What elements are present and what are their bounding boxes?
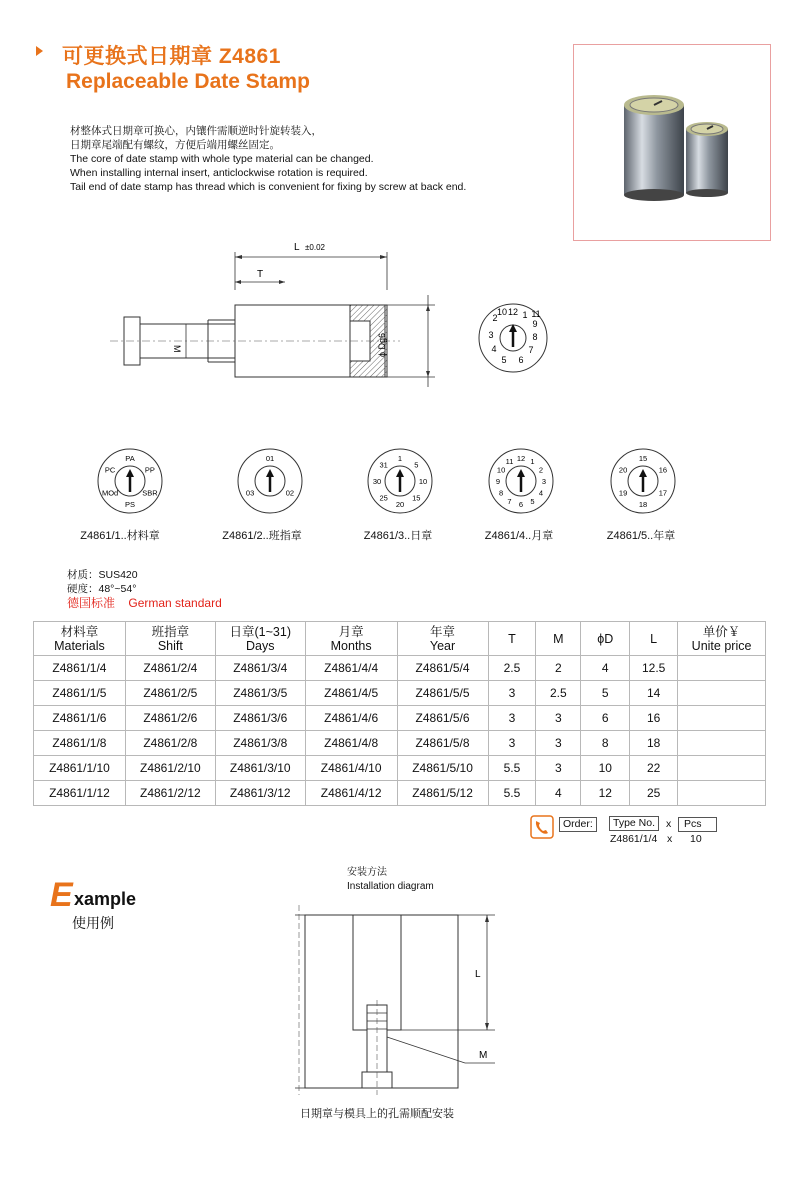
table-cell: Z4861/4/10: [305, 756, 397, 781]
table-row: [34, 656, 766, 681]
table-cell: 6: [581, 706, 630, 731]
stamp-label: 01: [265, 454, 275, 463]
installation-title: [347, 866, 434, 894]
order-type-label: Type No.: [609, 816, 659, 831]
stamp-label: 7: [507, 496, 512, 506]
table-cell: 18: [630, 731, 678, 756]
stamp-label: 12: [516, 454, 526, 463]
dial-number: 8: [532, 332, 538, 342]
table-cell: [678, 656, 766, 681]
installation-diagram: [295, 905, 510, 1105]
stamp-label: 03: [245, 488, 255, 498]
dial-number: 3: [488, 330, 494, 340]
dim-D-label: ϕ Dg6: [377, 332, 387, 357]
table-cell: 4: [581, 656, 630, 681]
stamp-label: 25: [379, 493, 388, 503]
table-cell: 10: [581, 756, 630, 781]
stamp-caption-shift: Z4861/2..班指章: [222, 530, 302, 542]
stamp-label: 19: [618, 488, 628, 498]
stamp-label: 31: [379, 460, 388, 470]
table-cell: 3: [488, 706, 536, 731]
standard-text: [67, 596, 222, 610]
table-cell: 22: [630, 756, 678, 781]
order-example-x: x: [667, 833, 673, 845]
phone-order-icon: [530, 815, 554, 839]
stamp-caption-months: Z4861/4..月章: [484, 530, 554, 542]
table-cell: Z4861/1/5: [34, 681, 126, 706]
table-cell: [678, 731, 766, 756]
description-line: 日期章尾端配有螺纹，方便后端用螺丝固定。: [70, 139, 280, 151]
table-cell: Z4861/1/10: [34, 756, 126, 781]
example-title: xample: [74, 889, 137, 909]
table-cell: 16: [630, 706, 678, 731]
table-cell: Z4861/2/5: [125, 681, 215, 706]
dim-T-label: T: [257, 269, 264, 280]
table-cell: 12: [581, 781, 630, 806]
col-header-D: ϕD: [581, 622, 630, 656]
stamp-label: 15: [412, 493, 421, 503]
technical-drawing: [110, 235, 570, 395]
col-header-days: 日章(1~31) Days: [215, 622, 305, 656]
dial-number: 6: [518, 355, 524, 365]
table-cell: 4: [536, 781, 581, 806]
table-cell: Z4861/3/5: [215, 681, 305, 706]
table-cell: 3: [536, 756, 581, 781]
table-cell: Z4861/3/8: [215, 731, 305, 756]
table-cell: Z4861/1/6: [34, 706, 126, 731]
stamp-label: 16: [658, 465, 668, 475]
spec-table: [33, 621, 766, 806]
table-cell: 2.5: [488, 656, 536, 681]
example-big-letter: E: [50, 876, 73, 914]
table-cell: Z4861/5/6: [397, 706, 488, 731]
description-line: The core of date stamp with whole type material can be changed.: [70, 153, 374, 165]
col-header-L: L: [630, 622, 678, 656]
col-header-months: 月章 Months: [305, 622, 397, 656]
table-row: [34, 731, 766, 756]
table-row: [34, 706, 766, 731]
dial-number: 4: [491, 344, 497, 354]
stamp-label: 3: [541, 477, 547, 486]
stamp-label: PP: [144, 465, 155, 475]
table-cell: 5.5: [488, 781, 536, 806]
stamp-label: 02: [285, 488, 295, 498]
dial-number: 11: [531, 309, 541, 319]
table-row: [34, 781, 766, 806]
stamp-label: 10: [418, 477, 428, 486]
table-cell: 5.5: [488, 756, 536, 781]
table-cell: Z4861/5/4: [397, 656, 488, 681]
table-cell: Z4861/2/6: [125, 706, 215, 731]
table-cell: 12.5: [630, 656, 678, 681]
standard-en: German standard: [128, 596, 222, 610]
stamp-label: 4: [538, 488, 543, 498]
table-cell: Z4861/5/8: [397, 731, 488, 756]
table-cell: Z4861/5/5: [397, 681, 488, 706]
table-cell: [678, 681, 766, 706]
stamp-face: [238, 449, 302, 513]
table-cell: 25: [630, 781, 678, 806]
stamp-face: [611, 449, 675, 513]
stamp-label: PS: [124, 500, 136, 509]
table-cell: 8: [581, 731, 630, 756]
table-cell: 3: [536, 706, 581, 731]
stamp-face: [98, 449, 162, 513]
hardness-text: 硬度：48°~54°: [67, 583, 137, 595]
order-label: Order:: [559, 817, 597, 832]
install-dim-M: M: [479, 1050, 488, 1061]
stamp-caption-year: Z4861/5..年章: [606, 530, 676, 542]
table-cell: 3: [488, 731, 536, 756]
dial-number: 12: [507, 307, 519, 317]
table-cell: Z4861/1/4: [34, 656, 126, 681]
table-cell: Z4861/4/5: [305, 681, 397, 706]
stamp-caption-materials: Z4861/1..材料章: [80, 530, 160, 542]
dial-number: 2: [492, 313, 498, 323]
description-line: Tail end of date stamp has thread which is convenient for fixing by screw at back end.: [70, 181, 467, 193]
stamp-caption-days: Z4861/3..日章: [363, 530, 433, 542]
stamp-label: PA: [125, 454, 135, 463]
bullet-arrow-icon: [36, 46, 43, 56]
stamp-label: 6: [518, 500, 524, 509]
stamp-label: 5: [530, 496, 535, 506]
dial-number: 10: [496, 307, 508, 317]
table-header-row: [34, 622, 766, 656]
table-cell: Z4861/2/12: [125, 781, 215, 806]
stamp-label: SBR: [142, 488, 158, 498]
table-cell: [678, 756, 766, 781]
order-x: x: [666, 818, 672, 830]
col-header-materials: 材料章 Materials: [34, 622, 126, 656]
order-pcs-label: Pcs: [678, 817, 717, 832]
col-header-M: M: [536, 622, 581, 656]
table-cell: Z4861/5/12: [397, 781, 488, 806]
table-cell: 5: [581, 681, 630, 706]
dim-L-tolerance: ±0.02: [305, 243, 325, 252]
table-cell: Z4861/3/6: [215, 706, 305, 731]
stamp-label: 17: [658, 488, 668, 498]
material-spec: [67, 568, 222, 610]
dial-number: 5: [501, 355, 507, 365]
stamp-label: 15: [638, 454, 648, 463]
stamp-label: 20: [395, 500, 405, 509]
table-cell: 14: [630, 681, 678, 706]
page-title-en: Replaceable Date Stamp: [66, 70, 310, 93]
description: [70, 124, 466, 194]
table-cell: 2.5: [536, 681, 581, 706]
table-row: [34, 681, 766, 706]
order-example-pcs: 10: [690, 833, 702, 845]
table-cell: [678, 781, 766, 806]
table-cell: Z4861/2/10: [125, 756, 215, 781]
table-cell: Z4861/2/4: [125, 656, 215, 681]
col-header-T: T: [488, 622, 536, 656]
table-cell: Z4861/2/8: [125, 731, 215, 756]
stamp-label: 1: [530, 457, 535, 467]
table-cell: 2: [536, 656, 581, 681]
installation-caption: 日期章与模具上的孔需顺配安装: [300, 1108, 454, 1120]
table-cell: Z4861/5/10: [397, 756, 488, 781]
product-photo: [573, 44, 771, 241]
stamp-label: 8: [499, 488, 504, 498]
description-line: 材整体式日期章可换心，内镶件需顺逆时针旋转装入，: [70, 125, 322, 137]
stamp-label: 11: [505, 457, 514, 467]
table-cell: 3: [536, 731, 581, 756]
example-title-cn: 使用例: [72, 915, 114, 931]
col-header-year: 年章 Year: [397, 622, 488, 656]
table-cell: Z4861/4/12: [305, 781, 397, 806]
table-cell: [678, 706, 766, 731]
stamp-label: MOd: [101, 488, 119, 498]
table-cell: Z4861/4/8: [305, 731, 397, 756]
table-cell: Z4861/4/6: [305, 706, 397, 731]
stamp-face: [368, 449, 432, 513]
order-example-type: Z4861/1/4: [610, 833, 658, 845]
table-row: [34, 756, 766, 781]
table-cell: Z4861/1/8: [34, 731, 126, 756]
col-header-shift: 班指章 Shift: [125, 622, 215, 656]
table-cell: Z4861/1/12: [34, 781, 126, 806]
table-cell: 3: [488, 681, 536, 706]
dim-L-label: L: [294, 242, 300, 253]
page-title-cn: 可更换式日期章 Z4861: [62, 45, 281, 68]
stamp-label: 9: [495, 477, 501, 486]
stamp-label: PC: [104, 465, 116, 475]
stamp-label: 30: [372, 477, 382, 486]
stamp-label: 10: [496, 465, 506, 475]
installation-title-en: Installation diagram: [347, 881, 434, 892]
dim-M-label: M: [172, 345, 182, 353]
stamp-label: 5: [414, 460, 419, 470]
stamp-label: 1: [397, 454, 403, 463]
standard-cn: 德国标准: [67, 596, 116, 610]
table-cell: Z4861/3/4: [215, 656, 305, 681]
stamp-face: [489, 449, 553, 513]
material-text: 材质：SUS420: [67, 569, 138, 581]
col-header-price: 单价￥ Unite price: [678, 622, 766, 656]
stamp-label: 18: [638, 500, 648, 509]
stamp-label: 2: [538, 465, 543, 475]
table-cell: Z4861/3/10: [215, 756, 305, 781]
dial-number: 7: [528, 345, 534, 355]
table-cell: Z4861/4/4: [305, 656, 397, 681]
dial-number: 1: [522, 310, 528, 320]
description-line: When installing internal insert, anticlockwise rotation is required.: [70, 167, 368, 179]
stamp-label: 20: [618, 465, 628, 475]
dial-number: 9: [532, 319, 538, 329]
installation-title-cn: 安装方法: [347, 867, 387, 878]
table-cell: Z4861/3/12: [215, 781, 305, 806]
install-dim-L: L: [475, 969, 481, 980]
